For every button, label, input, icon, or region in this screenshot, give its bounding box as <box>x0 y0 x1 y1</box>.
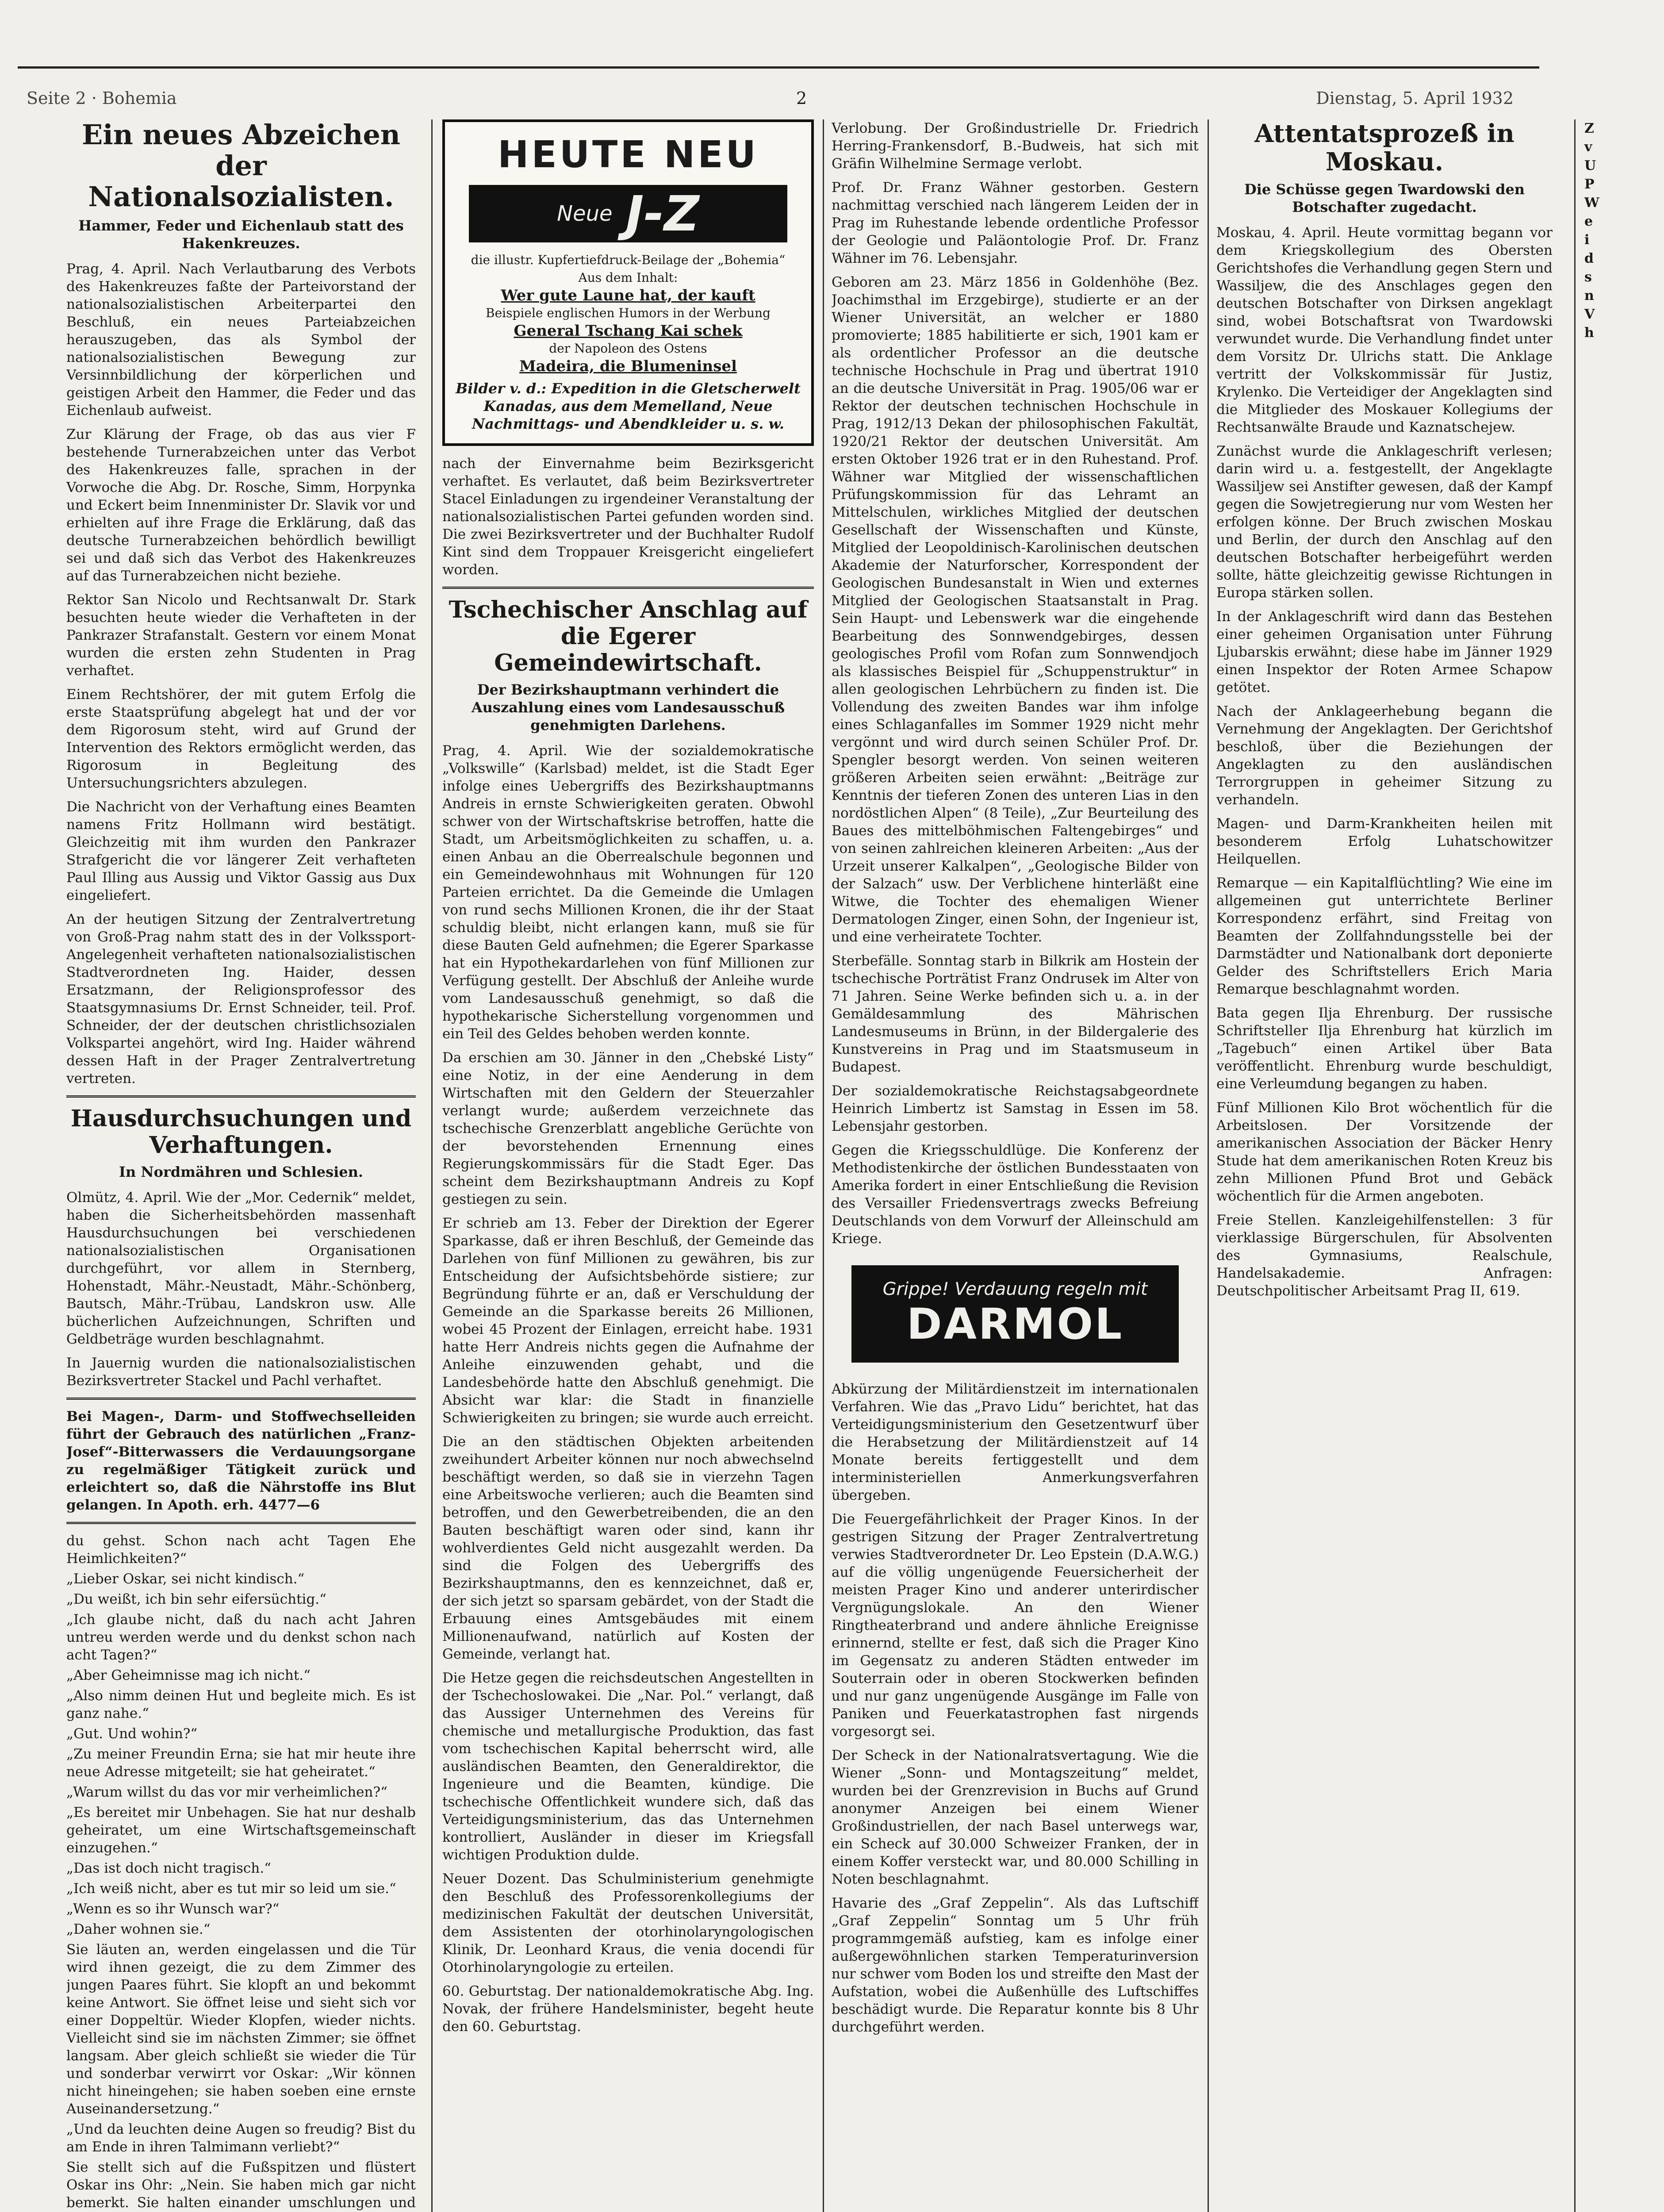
paragraph: v <box>1584 139 1592 155</box>
subhead-hausdurchsuchungen: In Nordmähren und Schlesien. <box>119 1164 364 1180</box>
column-rule <box>823 119 824 2212</box>
paragraph: n <box>1584 288 1594 303</box>
paragraph: „Also nimm deinen Hut und begleite mich. Es ist ganz nahe.“ <box>66 1688 416 1721</box>
paragraph: Prof. Dr. Franz Wähner gestorben. Gestern nachmittag verschied nach längerem Leiden der in Prag im Ruhestande lebende ordentliche Professor der Geologie und Paläontologie Prof. Dr. Franz Wähner im 76. Lebensjahr. <box>832 180 1199 266</box>
paragraph: Rektor San Nicolo und Rechtsanwalt Dr. Stark besuchten heute wieder die Verhafteten in der Pankrazer Strafanstalt. Gestern vor einem Monat wurden die ersten zehn Studenten in Prag verhaftet. <box>66 592 416 679</box>
paragraph: „Aber Geheimnisse mag ich nicht.“ <box>66 1667 311 1683</box>
ad-inhalt: Aus dem Inhalt: <box>578 270 678 285</box>
separator <box>66 1398 416 1400</box>
article-continuation <box>442 455 814 579</box>
paragraph: „Daher wohnen sie.“ <box>66 1921 211 1937</box>
paragraph: „Warum willst du das vor mir verheimlichen?“ <box>66 1784 387 1800</box>
paragraph: Moskau, 4. April. Heute vormittag begann vor dem Kriegskollegium des Obersten Gerichtshofes die Verhandlung gegen Stern und Wassiljew, die des Anschlages gegen den deutschen Botschafter von Dirksen angeklagt sind, wobei Botschaftsrat von Twardowski verwundet wurde. Die Verhandlung findet unter dem Vorsitz Dr. Ulrichs statt. Die Anklage vertritt der Volkskommissär für Justiz, Krylenko. Die Verteidiger der Angeklagten sind die Mitglieder des Moskauer Kollegiums der Rechtsanwälte Braude und Kaznatschejew. <box>1216 225 1553 435</box>
paragraph: Olmütz, 4. April. Wie der „Mor. Cedernik“ meldet, haben die Sicherheitsbehörden massenhaft Hausdurchsuchungen bei verschiedenen nationalsozialistischen Organisationen durchgeführt, vor allem in Sternberg, Hohenstadt, Mähr.-Neustadt, Mähr.-Schönberg, Bautsch, Mähr.-Trübau, Landskron usw. Alle bücherlichen Aufzeichnungen, Schriften und Geldbeträge wurden beschlagnahmt. <box>66 1190 416 1347</box>
paragraph: „Das ist doch nicht tragisch.“ <box>66 1860 271 1876</box>
paragraph: In Jauernig wurden die nationalsozialistischen Bezirksvertreter Stackel und Pachl verhaftet. <box>66 1355 416 1389</box>
separator <box>66 1522 416 1524</box>
column-4 <box>1216 119 1553 2212</box>
header-date: Dienstag, 5. April 1932 <box>1316 88 1514 108</box>
paragraph: „Und da leuchten deine Augen so freudig? Bist du am Ende in ihren Talmimann verliebt?“ <box>66 2121 416 2155</box>
paragraph: 60. Geburtstag. Der nationaldemokratische Abg. Ing. Novak, der frühere Handelsminister, begeht heute den 60. Geburtstag. <box>442 1983 814 2035</box>
news-briefs-2 <box>832 1380 1199 2036</box>
darmol-brand: DARMOL <box>906 1299 1124 1349</box>
paragraph: Sie stellt sich auf die Fußspitzen und flüstert Oskar ins Ohr: „Nein. Sie haben mich gar nicht bemerkt. Sie halten einander umschlungen und <box>66 2159 416 2211</box>
ad-logo: J-Z <box>625 185 699 242</box>
paragraph: „Zu meiner Freundin Erna; sie hat mir heute ihre neue Adresse mitgeteilt; sie hat geheiratet.“ <box>66 1746 416 1780</box>
darmol-tagline: Grippe! Verdauung regeln mit <box>882 1279 1148 1299</box>
headline-eger: Tschechischer Anschlag auf die Egerer Gemeindewirtschaft. <box>449 596 808 676</box>
article-attentat <box>1216 224 1553 1300</box>
facing-page-letters <box>1576 119 1664 342</box>
paragraph: An der heutigen Sitzung der Zentralvertretung von Groß-Prag nahm statt des in der Volkssport-Angelegenheit verhafteten nationalsozialistischen Stadtverordneten Ing. Haider, dessen Ersatzmann, der Religionsprofessor des Staatsgymnasiums Dr. Ernst Schneider, teil. Prof. Schneider, der der deutschen christlichsozialen Volkspartei angehört, wird Ing. Haider während dessen Haft in der Prager Zentralvertretung vertreten. <box>66 911 416 1087</box>
paragraph: „Gut. Und wohin?“ <box>66 1726 198 1742</box>
paragraph: nach der Einvernahme beim Bezirksgericht verhaftet. Es verlautet, daß beim Bezirksvertreter Stacel Einladungen zu irgendeiner Veranstaltung der nationalsozialistischen Partei gefunden worden sind. Die zwei Bezirksvertreter und der Buchhalter Rudolf Kint sind dem Troppauer Kreisgericht eingeliefert worden. <box>442 456 814 578</box>
paragraph: In der Anklageschrift wird dann das Bestehen einer geheimen Organisation unter Führung Ljubarskis erwähnt; diese habe im Jänner 1929 einen Inspektor der Roten Armee Schapow getötet. <box>1216 609 1553 695</box>
ad-neue: Neue <box>557 201 613 226</box>
subhead-abzeichen: Hammer, Feder und Eichenlaub statt des Hakenkreuzes. <box>78 217 404 252</box>
paragraph: Prag, 4. April. Wie der sozialdemokratische „Volkswille“ (Karlsbad) meldet, ist die Stadt Eger infolge eines Uebergriffs des Bezirkshauptmanns Andreis in ernste Schwierigkeiten geraten. Obwohl schwer von der Wirtschaftskrise betroffen, hatte die Stadt, um Arbeitsmöglichkeiten zu schaffen, u. a. einen Anbau an die Oberrealschule begonnen und ein Gemeindewohnhaus mit Wohnungen für 120 Parteien errichtet. Da die Gemeinde die Umlagen von rund sechs Millionen Kronen, die ihr der Staat schuldig bleibt, nicht erlangen kann, muß sie für diese Bauten Geld aufnehmen; die Egerer Sparkasse hat ein Hypothekardarlehen von fünf Millionen zur Verfügung gestellt. Der Abschluß der Anleihe wurde vom Landesausschuß genehmigt, so daß die hypothekarische Sicherstellung vorgenommen und ein Teil des Geldes behoben werden konnte. <box>442 743 814 1042</box>
paragraph: V <box>1584 307 1595 322</box>
subhead-eger: Der Bezirkshauptmann verhindert die Auszahlung eines vom Landesausschuß genehmigten Darlehens. <box>471 681 785 733</box>
column-rule <box>1208 119 1209 2212</box>
article-eger <box>442 742 814 2035</box>
paragraph: U <box>1584 158 1596 173</box>
paragraph: Die an den städtischen Objekten arbeitenden zweihundert Arbeiter können nur noch abwechselnd beschäftigt werden, so daß sie in vierzehn Tagen eine Arbeitswoche verlieren; auch die Beamten sind betroffen, und den Gewerbetreibenden, die an den Bauten beschäftigt waren oder sind, kann ihr wohlverdientes Geld nicht ausgezahlt werden. Da sind die Folgen des Uebergriffs des Bezirkshauptmanns, den es kennzeichnet, daß er, der sich jetzt so sparsam gebärdet, von der Stadt die Erbauung eines Amtsgebäudes mit einem Millionenaufwand, natürlich auf Kosten der Gemeinde, verlangt hat. <box>442 1434 814 1662</box>
paragraph: Prag, 4. April. Nach Verlautbarung des Verbots des Hakenkreuzes faßte der Parteivorstand der nationalsozialistischen Arbeiterpartei den Beschluß, ein neues Parteiabzeichen herauszugeben, das als Symbol der nationalsozialistischen Bewegung zur Versinnbildlichung der körperlichen und geistigen Arbeit den Hammer, die Feder und das Eichenlaub aufweist. <box>66 261 416 419</box>
page-number: 2 <box>796 88 807 108</box>
paragraph: s <box>1584 269 1592 285</box>
paragraph: Die Feuergefährlichkeit der Prager Kinos. In der gestrigen Sitzung der Prager Zentralvertretung verwies Stadtverordneter Dr. Leo Epstein (D.A.W.G.) auf die völlig ungenügende Feuersicherheit der meisten Prager Kino und anderer unterirdischer Vergnügungslokale. An den Wiener Ringtheaterbrand und andere ähnliche Ereignisse erinnernd, stellte er fest, daß sich die Prager Kino im Gegensatz zu anderen Städten entweder im Souterrain oder in oberen Stockwerken befinden und nur ganz ungenügende Ausgänge im Falle von Paniken und Feuerkatastrophen fast nirgends vorgesorgt sei. <box>832 1511 1199 1740</box>
paragraph: Neuer Dozent. Das Schulministerium genehmigte den Beschluß des Professorenkollegiums der medizinischen Fakultät der deutschen Universität, dem Assistenten der otorhinolaryngologischen Klinik, Dr. Leonhard Kraus, die venia docendi für Otorhinolaryngologie zu erteilen. <box>442 1871 814 1975</box>
separator <box>442 587 814 589</box>
paragraph: du gehst. Schon nach acht Tagen Ehe Heimlichkeiten?“ <box>66 1533 416 1567</box>
advertisement-darmol <box>851 1265 1179 1363</box>
paragraph: Freie Stellen. Kanzleigehilfenstellen: 3 für vierklassige Bürgerschulen, für Absolventen des Gymnasiums, Realschule, Handelsakademie. Anfragen: Deutschpolitischer Arbeitsamt Prag II, 619. <box>1216 1212 1553 1299</box>
column-3 <box>832 119 1199 2212</box>
paragraph: Abkürzung der Militärdienstzeit im internationalen Verfahren. Wie das „Pravo Lidu“ berichtet, hat das Verteidigungsministerium den Gesetzentwurf über die Herabsetzung der Militärdienstzeit auf 14 Monate bereits fertiggestellt und dem interministeriellen Anmerkungsverfahren übergeben. <box>832 1381 1199 1503</box>
paragraph: „Wenn es so ihr Wunsch war?“ <box>66 1901 280 1917</box>
paragraph: „Ich glaube nicht, daß du nach acht Jahren untreu werden werde und du denkst schon nach acht Tagen?“ <box>66 1612 416 1663</box>
subhead-attentat: Die Schüsse gegen Twardowski den Botschafter zugedacht. <box>1244 181 1525 215</box>
paragraph: Remarque — ein Kapitalflüchtling? Wie eine im allgemeinen gut unterrichtete Berliner Korrespondenz erfährt, sind Freitag von Beamten der Zollfahndungsstelle bei der Darmstädter und Nationalbank dort deponierte Gelder des Schriftstellers Erich Maria Remarque beschlagnahmt worden. <box>1216 875 1553 997</box>
paragraph: „Es bereitet mir Unbehagen. Sie hat nur deshalb geheiratet, um eine Wirtschaftsgemeinschaft einzugehen.“ <box>66 1805 416 1856</box>
ad-item-2: General Tschang Kai schek <box>514 322 743 340</box>
paragraph: „Lieber Oskar, sei nicht kindisch.“ <box>66 1571 305 1587</box>
paragraph: Sterbefälle. Sonntag starb in Bilkrik am Hostein der tschechische Porträtist Franz Ondrusek im Alter von 71 Jahren. Seine Werke befinden sich u. a. in der Gemäldesammlung des Mährischen Landesmuseums in Brünn, in der Bildergalerie des Kunstvereins in Prag und im Staatsmuseum in Budapest. <box>832 953 1199 1075</box>
paragraph: Er schrieb am 13. Feber der Direktion der Egerer Sparkasse, daß er ihren Beschluß, der Gemeinde das Darlehen von fünf Millionen zu gewähren, bis zur Entscheidung der Aufsichtsbehörde sistiere; zur Begründung führte er an, daß er Verschuldung der Gemeinde an die Sparkasse bereits 26 Millionen, wobei 45 Prozent der Einlagen, erreicht habe. 1931 hatte Herr Andreis nichts gegen die Aufnahme der Anleihe einzuwenden gehabt, und die Landesbehörde hatte den Abschluß genehmigt. Die Absicht war klar: die Stadt in finanzielle Schwierigkeiten zu bringen; sie wurde auch erreicht. <box>442 1215 814 1426</box>
paragraph: d <box>1584 251 1594 266</box>
column-rule <box>431 119 433 2212</box>
paragraph: Die Nachricht von der Verhaftung eines Beamten namens Fritz Hollmann wird bestätigt. Gleichzeitig mit ihm wurden den Pankrazer Strafgericht die vor längerer Zeit verhafteten Paul Illing aus Aussig und Viktor Gassig aus Dux eingeliefert. <box>66 799 416 903</box>
separator <box>66 1095 416 1098</box>
paragraph: Verlobung. Der Großindustrielle Dr. Friedrich Herring-Frankensdorf, B.-Budweis, hat sich mit Gräfin Wilhelmine Sermage verlobt. <box>832 120 1199 172</box>
ad-banner <box>469 185 787 242</box>
paragraph: Der sozialdemokratische Reichstagsabgeordnete Heinrich Limbertz ist Samstag in Essen im 58. Lebensjahr gestorben. <box>832 1083 1199 1134</box>
column-2 <box>442 119 814 2212</box>
column-1 <box>66 119 416 2212</box>
facing-page-edge <box>1574 119 1664 2212</box>
ad-item-1-sub: Beispiele englischen Humors in der Werbung <box>486 306 771 320</box>
ad-item-2-sub: der Napoleon des Ostens <box>549 341 707 356</box>
paragraph: e <box>1584 214 1593 229</box>
paragraph: W <box>1584 195 1599 211</box>
advertisement-jz <box>442 119 814 446</box>
paragraph: Bata gegen Ilja Ehrenburg. Der russische Schriftsteller Ilja Ehrenburg hat kürzlich im „Tagebuch“ einen Artikel über Bata veröffentlicht. Ehrenburg wurde beschuldigt, eine Verleumdung begangen zu haben. <box>1216 1005 1553 1092</box>
ad-item-1: Wer gute Laune hat, der kauft <box>501 287 755 304</box>
paragraph: Einem Rechtshörer, der mit gutem Erfolg die erste Staatsprüfung abgelegt hat und der vor dem Rigorosum steht, wird auf Grund der Intervention des Rektors ermöglicht werden, das Rigorosum in Begleitung des Untersuchungsrichters abzulegen. <box>66 687 416 791</box>
paragraph: Magen- und Darm-Krankheiten heilen mit besonderem Erfolg Luhatschowitzer Heilquellen. <box>1216 816 1553 867</box>
article-abzeichen <box>66 260 416 1087</box>
paragraph: Gegen die Kriegsschuldlüge. Die Konferenz der Methodistenkirche der östlichen Bundesstaaten von Amerika fordert in einer Entschließung die Revision des Versailler Friedensvertrags zwecks Befreiung Deutschlands von dem Vorwurf der Alleinschuld am Kriege. <box>832 1142 1199 1247</box>
paragraph: i <box>1584 232 1590 248</box>
article-hausdurchsuchungen <box>66 1189 416 1390</box>
paragraph: „Ich weiß nicht, aber es tut mir so leid um sie.“ <box>66 1881 396 1897</box>
paragraph: Da erschien am 30. Jänner in den „Chebské Listy“ eine Notiz, in der eine Aenderung in dem Wirtschaften mit den Geldern der Steuerzahler verlangt wurde; außerdem verzeichnete das tschechische Grenzerblatt angebliche Gerüchte von der bevorstehenden Ernennung eines Regierungskommissärs für die Stadt Eger. Das scheint dem Bezirkshauptmann Andreis zu Kopf gestiegen zu sein. <box>442 1050 814 1207</box>
news-briefs <box>832 119 1199 1248</box>
paragraph: Z <box>1584 121 1594 136</box>
ad-subtitle: die illustr. Kupfertiefdruck-Beilage der „Bohemia“ <box>471 253 786 267</box>
notice-bitterwasser: Bei Magen-, Darm- und Stoffwechselleiden führt der Gebrauch des natürlichen „Franz-Josef“-Bitterwassers die Verdauungsorgane zu regelmäßiger Tätigkeit zurück und erleichtert so, daß die Nährstoffe ins Blut gelangen. In Apoth. erh. 4477—6 <box>66 1409 416 1513</box>
paragraph: Sie läuten an, werden eingelassen und die Tür wird ihnen gezeigt, die zu dem Zimmer des jungen Paares führt. Sie klopft an und bekommt keine Antwort. Sie öffnet leise und sieht sich vor einer Doppeltür. Wieder Klopfen, wieder nichts. Vielleicht sind sie im nächsten Zimmer; sie öffnet langsam. Aber gleich schließt sie wieder die Tür und sonderbar verwirrt vor Oskar: „Wir können nicht hineingehen; sie haben soeben eine ernste Auseinandersetzung.“ <box>66 1942 416 2117</box>
paragraph: Geboren am 23. März 1856 in Goldenhöhe (Bez. Joachimsthal im Erzgebirge), studierte er an der Wiener Universität, an welcher er 1880 promovierte; 1885 habilitierte er sich, 1901 kam er als ordentlicher Professor an die deutsche technische Hochschule in Prag und übertrat 1910 an die deutsche Universität in Prag. 1905/06 war er Rektor der deutschen technischen Hochschule in Prag, 1912/13 Dekan der philosophischen Fakultät, 1920/21 Rektor der deutschen Universität. Am ersten Oktober 1926 trat er in den Ruhestand. Prof. Wähner war Mitglied der wissenschaftlichen Prüfungskommission für das Lehramt an Mittelschulen, wirkliches Mitglied der deutschen Gesellschaft der Wissenschaften und Künste, Mitglied der Leopoldinisch-Karolinischen deutschen Akademie der Naturforscher, Korrespondent der Geologischen Bundesanstalt in Wien und externes Mitglied der Geologischen Staatsanstalt in Prag. Sein Haupt- und Lebenswerk war die eingehende Bearbeitung des Sonnwendgebirges, dessen geologisches Profil vom Rofan zum Sonnwendjoch als klassisches Beispiel für „Schuppenstruktur“ in allen geologischen Lehrbüchern zu finden ist. Die Vollendung des zweiten Bandes war ihm infolge eines Schlaganfalles im Sommer 1929 nicht mehr vergönnt und wird durch seinen Schüler Prof. Dr. Spengler besorgt werden. Von seinen weiteren größeren Arbeiten seien erwähnt: „Beiträge zur Kenntnis der tieferen Zonen des unteren Lias in den nordöstlichen Alpen“ (8 Teile), „Zur Beurteilung des Baues des mittelböhmischen Faltengebirges“ und von seinen zahlreichen kleineren Arbeiten: „Aus der Urzeit unserer Kalkalpen“, „Geologische Bilder von der Salzach“ usw. Der Verblichene hinterläßt eine Witwe, die Tochter des ehemaligen Wiener Dermatologen Zinger, einen Sohn, der Ingenieur ist, und eine verheiratete Tochter. <box>832 274 1199 945</box>
paragraph: Zunächst wurde die Anklageschrift verlesen; darin wird u. a. festgestellt, der Angeklagte Wassiljew sei Anstifter gewesen, daß der Kampf gegen die Sowjetregierung nur vom Westen her erfolgen könne. Der Bruch zwischen Moskau und Berlin, der durch den Anschlag auf den deutschen Botschafter herbeigeführt werden sollte, hätte gleichzeitig gewisse Richtungen in Europa stärken sollen. <box>1216 443 1553 601</box>
paragraph: Die Hetze gegen die reichsdeutschen Angestellten in der Tschechoslowakei. Die „Nar. Pol.“ verlangt, daß das Aussiger Unternehmen des Vereins für chemische und metallurgische Produktion, das fast vom tschechischen Kapital beherrscht wird, alle ausländischen Beamten, den Generaldirektor, die Ingenieure und die Beamten, kündige. Die tschechische Offentlichkeit wundere sich, daß das Verteidigungsministerium, das das Unternehmen kontrolliert, Ausländer in dieser im Kriegsfall wichtigen Produktion dulde. <box>442 1670 814 1863</box>
headline-abzeichen: Ein neues Abzeichen der Nationalsozialisten. <box>81 119 401 213</box>
header-left: Seite 2 · Bohemia <box>27 88 177 108</box>
paragraph: h <box>1584 325 1594 341</box>
feuilleton-story <box>66 1532 416 2212</box>
header-rule <box>18 66 1539 69</box>
headline-attentat: Attentatsprozeß in Moskau. <box>1254 119 1514 177</box>
paragraph: Havarie des „Graf Zeppelin“. Als das Luftschiff „Graf Zeppelin“ Sonntag um 5 Uhr früh programmgemäß aufstieg, kam es infolge einer außergewöhnlichen starken Temperaturinversion nur schwer vom Boden los und streifte den Mast der Aufstation, wobei die Außenhülle des Luftschiffes beschädigt wurde. Die Reparatur konnte bis 8 Uhr durchgeführt werden. <box>832 1895 1199 2035</box>
ad-item-4: Bilder v. d.: Expedition in die Gletscherwelt Kanadas, aus dem Memelland, Neue Nachmittags- und Abendkleider u. s. w. <box>456 380 801 432</box>
headline-hausdurchsuchungen: Hausdurchsuchungen und Verhaftungen. <box>70 1105 412 1159</box>
ad-item-3: Madeira, die Blumeninsel <box>519 357 737 375</box>
paragraph: Zur Klärung der Frage, ob das aus vier F bestehende Turnerabzeichen unter das Verbot des Hakenkreuzes falle, sprachen in der Vorwoche die Abg. Dr. Rosche, Simm, Horpynka und Eckert beim Innenminister Dr. Slavik vor und erhielten auf ihre Frage die Erklärung, daß das deutsche Turnerabzeichen behördlich bewilligt sei und daß sich das Verbot des Hakenkreuzes auf das Turnerabzeichen nicht beziehe. <box>66 426 416 584</box>
paragraph: Nach der Anklageerhebung begann die Vernehmung der Angeklagten. Der Gerichtshof beschloß, über die Beziehungen der Angeklagten zu den ausländischen Terrorgruppen in geheimer Sitzung zu verhandeln. <box>1216 703 1553 808</box>
paragraph: Fünf Millionen Kilo Brot wöchentlich für die Arbeitslosen. Der Vorsitzende der amerikanischen Association der Bäcker Henry Stude hat dem amerikanischen Roten Kreuz bis zehn Millionen Pfund Brot und Gebäck wöchentlich für die Armen angeboten. <box>1216 1100 1553 1204</box>
paragraph: Der Scheck in der Nationalratsvertagung. Wie die Wiener „Sonn- und Montagszeitung“ meldet, wurden bei der Grenzrevision in Buchs auf Grund anonymer Anzeigen bei einem Wiener Großindustriellen, der nach Basel unterwegs war, ein Scheck auf 30.000 Schweizer Franken, der in einem Koffer versteckt war, und 80.000 Schilling in Noten beschlagnahmt. <box>832 1747 1199 1887</box>
paragraph: P <box>1584 177 1595 192</box>
paragraph: „Du weißt, ich bin sehr eifersüchtig.“ <box>66 1591 326 1607</box>
ad-title: HEUTE NEU <box>498 133 759 176</box>
